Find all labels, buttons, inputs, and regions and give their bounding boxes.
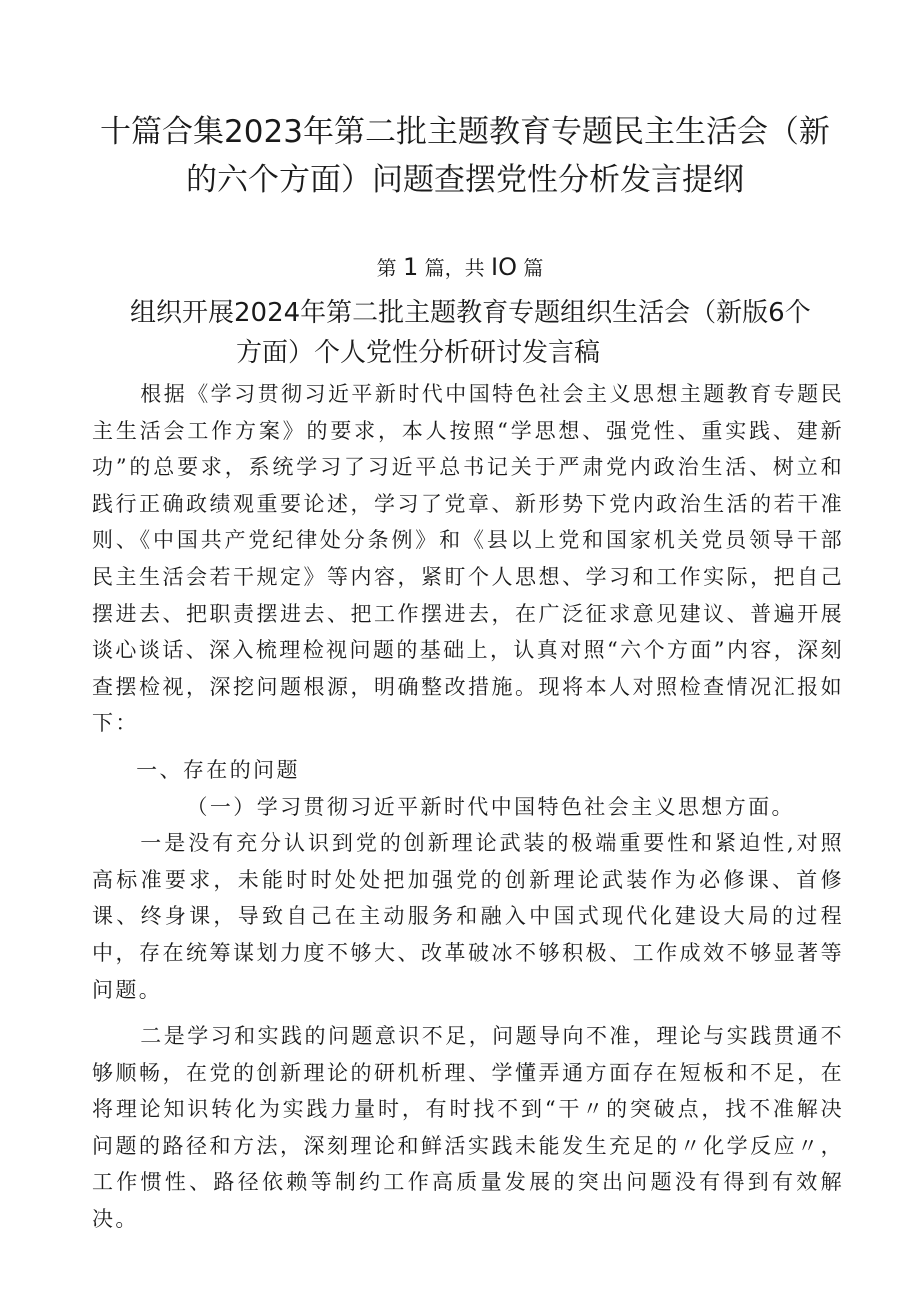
article-body [92, 376, 844, 1238]
section-counter [0, 252, 920, 283]
article-title [130, 293, 840, 373]
article-title-line1: 组织开展2024年第二批主题教育专题组织生活会（新版6个 [130, 298, 811, 328]
section-heading-problems: 一、存在的问题 [136, 757, 300, 782]
section-counter-prefix: 第 [376, 256, 397, 280]
subsection-heading-study: （一）学习贯彻习近平新时代中国特色社会主义思想方面。 [186, 794, 795, 819]
point-two-paragraph: 二是学习和实践的问题意识不足，问题导向不准，理论与实践贯通不够顺畅，在党的创新理论的研机析理、学懂弄通方面存在短板和不足，在将理论知识转化为实践力量时，有时找不到“干〃的突破点，找不准解决问题的路径和方法，深刻理论和鲜活实践未能发生充足的〃化学反应〃，工作惯性、路径依赖等制约工作高质量发展的突出问题没有得到有效解决。 [92, 1024, 844, 1232]
point-one-paragraph: 一是没有充分认识到党的创新理论武装的极端重要性和紧迫性,对照高标准要求，未能时时处处把加强党的创新理论武装作为必修课、首修课、终身课，导致自己在主动服务和融入中国式现代化建设大局的过程中，存在统筹谋划力度不够大、改革破冰不够积极、工作成效不够显著等问题。 [92, 831, 844, 1002]
intro-paragraph: 根据《学习贯彻习近平新时代中国特色社会主义思想主题教育专题民主生活会工作方案》的要求，本人按照“学思想、强党性、重实践、建新功”的总要求，系统学习了习近平总书记关于严肃党内政治生活、树立和践行正确政绩观重要论述，学习了党章、新形势下党内政治生活的若干准则、《中国共产党纪律处分条例》和《县以上党和国家机关党员领导干部民主生活会若干规定》等内容，紧盯个人思想、学习和工作实际，把自己摆进去、把职责摆进去、把工作摆进去，在广泛征求意见建议、普遍开展谈心谈话、深入梳理检视问题的基础上，认真对照“六个方面”内容，深刻查摆检视，深挖问题根源，明确整改措施。现将本人对照检查情况汇报如下： [92, 382, 844, 736]
section-counter-mid: 篇，共 [424, 256, 485, 280]
article-title-line2: 方面）个人党性分析研讨发言稿 [236, 338, 601, 368]
section-counter-number: 1 [403, 253, 419, 281]
section-counter-suffix: 篇 [523, 256, 544, 280]
section-counter-total: IO [491, 253, 517, 281]
document-main-title: 十篇合集2023年第二批主题教育专题民主生活会（新的六个方面）问题查摆党性分析发言提纲 [100, 114, 830, 198]
